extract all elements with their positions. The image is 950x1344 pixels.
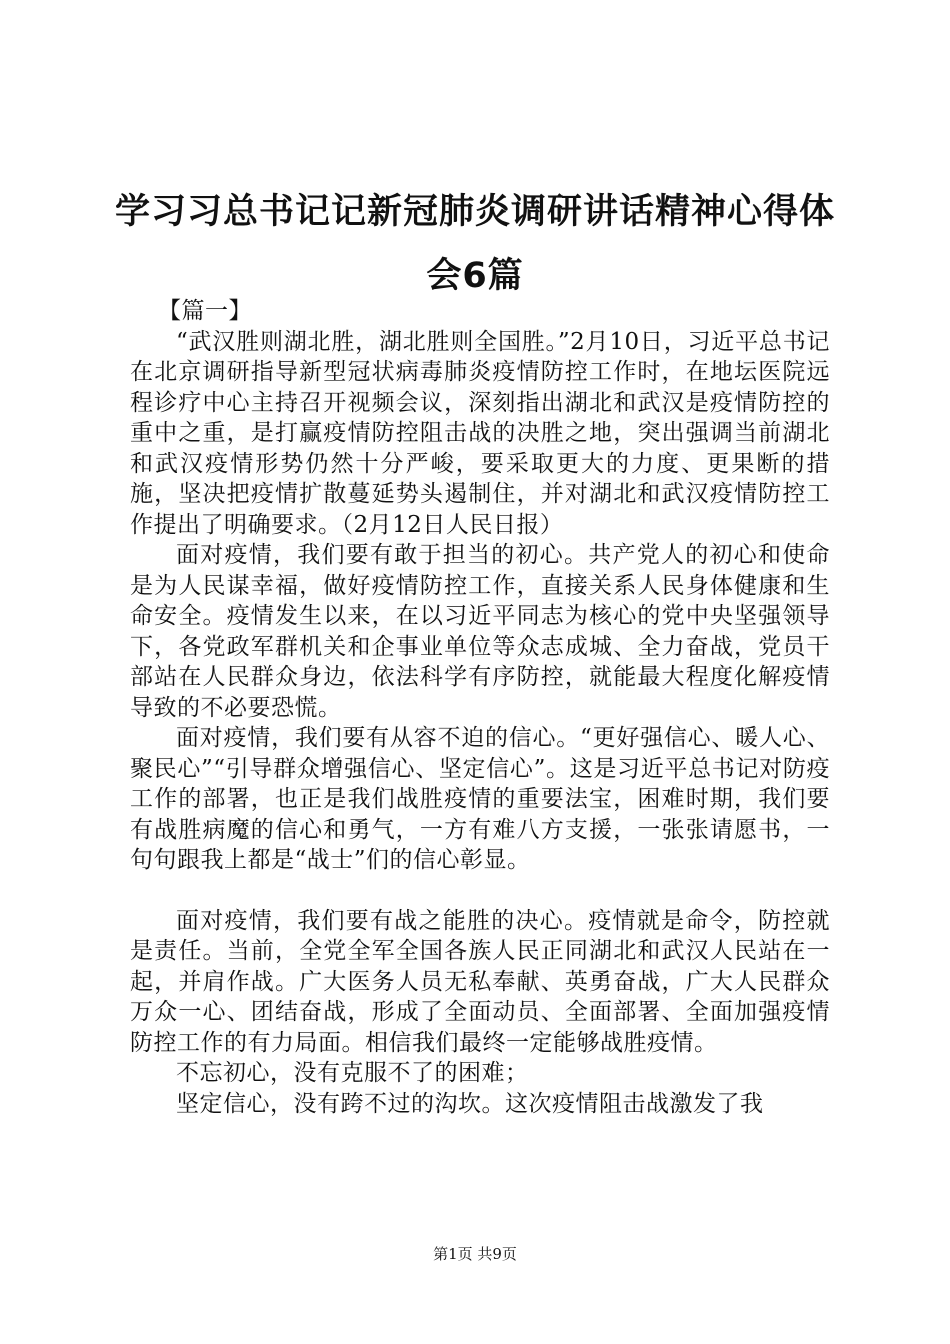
document-body: [130, 296, 830, 1119]
paragraph-spacer: [130, 876, 830, 906]
document-title: 学习习总书记记新冠肺炎调研讲话精神心得体会6篇: [114, 192, 835, 296]
section-label: 【篇一】: [158, 298, 252, 324]
paragraph: “武汉胜则湖北胜，湖北胜则全国胜。”2月10日，习近平总书记在北京调研指导新型冠状病毒肺炎疫情防控工作时，在地坛医院远程诊疗中心主持召开视频会议，深刻指出湖北和武汉是疫情防控的重中之重，是打赢疫情防控阻击战的决胜之地，突出强调当前湖北和武汉疫情形势仍然十分严峻，要采取更大的力度、更果断的措施，坚决把疫情扩散蔓延势头遏制住，并对湖北和武汉疫情防控工作提出了明确要求。（2月12日人民日报）: [130, 328, 830, 538]
paragraph: 面对疫情，我们要有战之能胜的决心。疫情就是命令，防控就是责任。当前，全党全军全国各族人民正同湖北和武汉人民站在一起，并肩作战。广大医务人员无私奉献、英勇奋战，广大人民群众万众一心、团结奋战，形成了全面动员、全面部署、全面加强疫情防控工作的有力局面。相信我们最终一定能够战胜疫情。: [130, 907, 830, 1056]
paragraph: 面对疫情，我们要有从容不迫的信心。“更好强信心、暖人心、聚民心”“引导群众增强信心、坚定信心”。这是习近平总书记对防疫工作的部署，也正是我们战胜疫情的重要法宝，困难时期，我们要有战胜病魔的信心和勇气，一方有难八方支援，一张张请愿书，一句句跟我上都是“战士”们的信心彰显。: [130, 725, 830, 873]
paragraph: 面对疫情，我们要有敢于担当的初心。共产党人的初心和使命是为人民谋幸福，做好疫情防控工作，直接关系人民身体健康和生命安全。疫情发生以来，在以习近平同志为核心的党中央坚强领导下，各党政军群机关和企事业单位等众志成城、全力奋战，党员干部站在人民群众身边，依法科学有序防控，就能最大程度化解疫情导致的不必要恐慌。: [130, 542, 830, 721]
page-footer: 第1页 共9页: [433, 1245, 517, 1263]
paragraph: 坚定信心，没有跨不过的沟坎。这次疫情阻击战激发了我: [176, 1090, 764, 1117]
paragraph: 不忘初心，没有克服不了的困难；: [176, 1060, 529, 1086]
